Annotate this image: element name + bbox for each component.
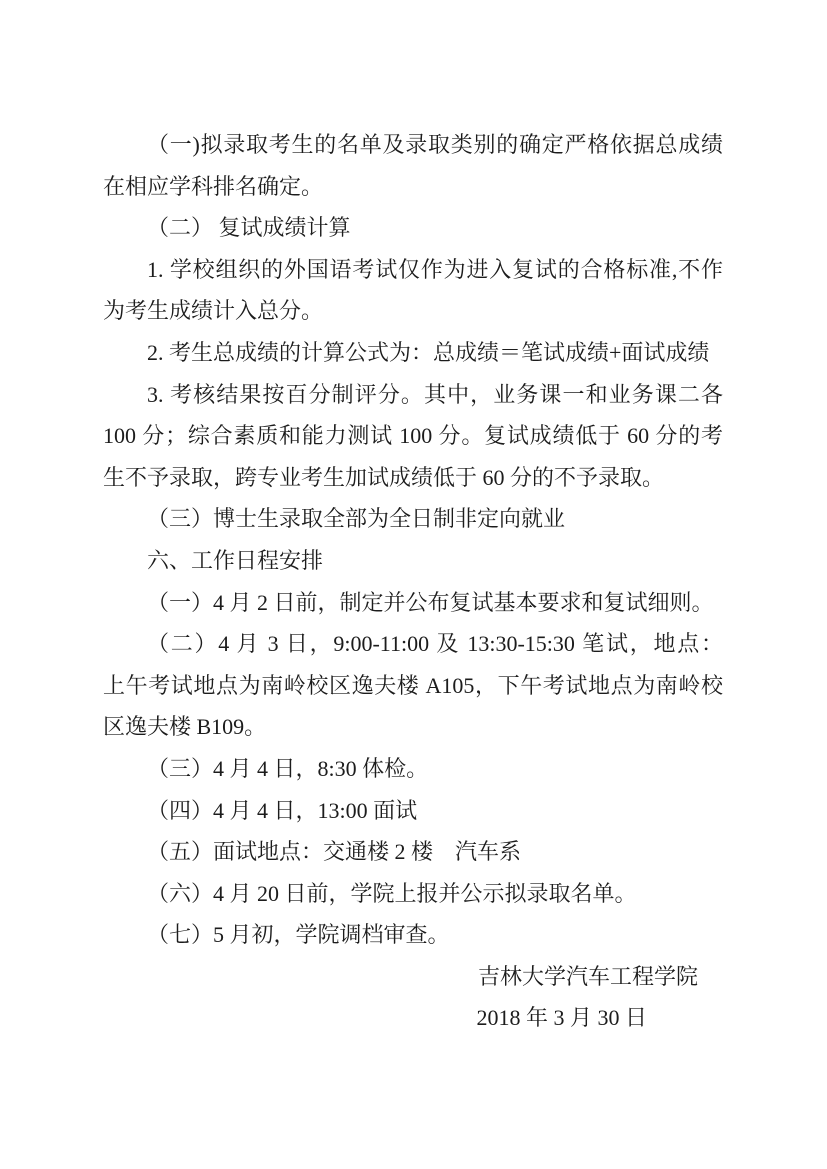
paragraph (103, 249, 723, 332)
text-line: 在相应学科排名确定。 (103, 173, 324, 199)
paragraph (103, 207, 723, 249)
paragraph (103, 790, 723, 832)
text-line: 1. 学校组织的外国语考试仅作为进入复试的合格标准,不作 (147, 256, 723, 282)
text-line: 2. 考生总成绩的计算公式为：总成绩＝笔试成绩+面试成绩 (147, 339, 710, 365)
signature-date: 2018 年 3 月 30 日 (476, 1005, 647, 1031)
paragraphs-container (103, 124, 723, 956)
text-line: （四）4 月 4 日，13:00 面试 (147, 797, 418, 823)
document-body (103, 124, 723, 1039)
text-line: （二）4 月 3 日，9:00-11:00 及 13:30-15:30 笔试，地点： (147, 631, 723, 657)
text-line: （五）面试地点：交通楼 2 楼 汽车系 (147, 839, 522, 865)
text-line: （二） 复试成绩计算 (147, 215, 351, 241)
paragraph (103, 623, 723, 748)
paragraph (103, 748, 723, 790)
paragraph (103, 582, 723, 624)
text-line: （七）5 月初，学院调档审查。 (147, 922, 450, 948)
text-line: 上午考试地点为南岭校区逸夫楼 A105，下午考试地点为南岭校 (103, 672, 723, 698)
paragraph (103, 374, 723, 499)
text-line: （三）博士生录取全部为全日制非定向就业 (147, 506, 566, 532)
paragraph (103, 498, 723, 540)
paragraph (103, 124, 723, 207)
paragraph (103, 873, 723, 915)
paragraph (103, 540, 723, 582)
text-line: 区逸夫楼 B109。 (103, 714, 267, 740)
paragraph (103, 914, 723, 956)
text-line: （六）4 月 20 日前，学院上报并公示拟录取名单。 (147, 880, 637, 906)
text-line: 为考生成绩计入总分。 (103, 298, 324, 324)
text-line: （一)拟录取考生的名单及录取类别的确定严格依据总成绩 (147, 132, 723, 157)
signature-organization: 吉林大学汽车工程学院 (477, 963, 698, 989)
text-line: 六、工作日程安排 (147, 547, 324, 573)
text-line: 生不予录取，跨专业考生加试成绩低于 60 分的不予录取。 (103, 464, 665, 490)
paragraph (103, 831, 723, 873)
text-line: 100 分；综合素质和能力测试 100 分。复试成绩低于 60 分的考 (103, 423, 723, 449)
text-line: （一）4 月 2 日前，制定并公布复试基本要求和复试细则。 (147, 589, 714, 615)
paragraph (103, 332, 723, 374)
text-line: 3. 考核结果按百分制评分。其中，业务课一和业务课二各 (147, 381, 723, 407)
text-line: （三）4 月 4 日，8:30 体检。 (147, 755, 429, 781)
